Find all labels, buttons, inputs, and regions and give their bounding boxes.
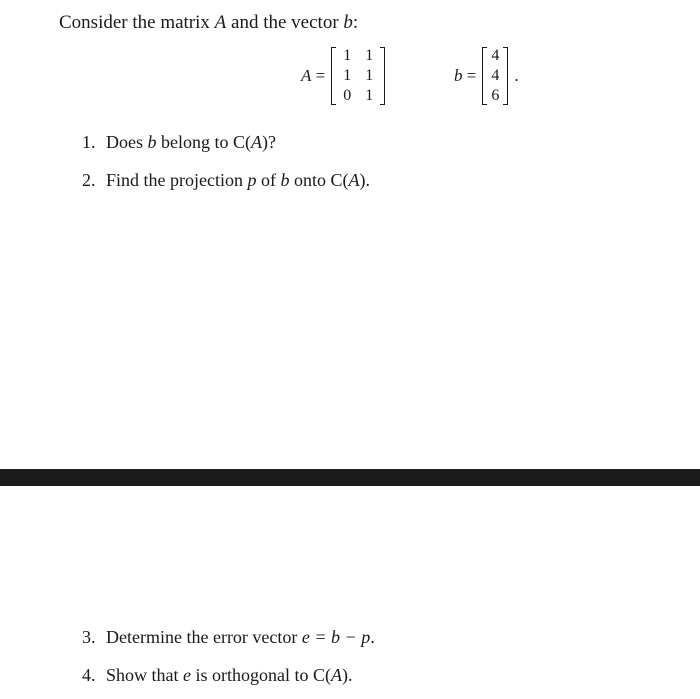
question-var: A	[348, 170, 360, 190]
question-3	[82, 626, 375, 648]
question-text: onto C(	[289, 170, 349, 190]
intro-var-a: A	[214, 12, 227, 33]
vector-b-lhs	[454, 66, 476, 86]
matrix-a-definition	[301, 47, 385, 105]
matrix-a-grid	[336, 47, 380, 105]
matrix-a-cell: 1	[343, 67, 352, 84]
question-var: b	[280, 170, 290, 190]
question-var: b	[147, 132, 157, 152]
question-var: A	[331, 665, 343, 685]
question-expression: e = b − p	[301, 627, 371, 647]
matrix-a-brackets	[331, 47, 385, 105]
vector-b-grid	[487, 47, 503, 105]
question-text: Show that	[106, 665, 184, 685]
question-2	[82, 169, 370, 191]
intro-text-3: :	[352, 12, 359, 33]
question-var: p	[247, 170, 257, 190]
question-text: Does	[106, 132, 148, 152]
question-number: 2.	[82, 170, 96, 190]
matrix-a-cell: 1	[365, 67, 374, 84]
problem-intro	[59, 11, 358, 35]
question-4	[82, 664, 353, 686]
question-text: of	[256, 170, 281, 190]
intro-var-b: b	[343, 12, 353, 33]
matrix-a-cell: 1	[365, 87, 374, 104]
vector-b-brackets	[482, 47, 508, 105]
matrix-a-equals: =	[311, 66, 326, 85]
question-text: )?	[262, 132, 276, 152]
vector-b-cell: 6	[491, 87, 500, 104]
question-number: 4.	[82, 665, 96, 685]
vector-b-cell: 4	[491, 47, 500, 64]
question-text: Find the projection	[106, 170, 248, 190]
question-text: ).	[359, 170, 370, 190]
question-var: e	[183, 665, 192, 685]
question-text: Determine the error vector	[106, 627, 302, 647]
vector-b-name: b	[454, 66, 463, 85]
matrix-a-cell: 1	[365, 47, 374, 64]
question-text: ).	[342, 665, 353, 685]
vector-b-period: .	[514, 66, 519, 85]
matrix-a-cell: 1	[343, 47, 352, 64]
vector-b-equals: =	[462, 66, 477, 85]
question-var: A	[251, 132, 262, 152]
intro-text-1: Consider the matrix	[59, 12, 215, 33]
question-text: belong to C(	[156, 132, 251, 152]
question-number: 1.	[82, 132, 96, 152]
page-divider-bar	[0, 469, 700, 486]
matrix-a-name: A	[301, 66, 312, 85]
question-1	[82, 131, 276, 153]
question-text: is orthogonal to C(	[191, 665, 332, 685]
vector-b-definition	[454, 47, 519, 105]
question-text: .	[370, 627, 375, 647]
intro-text-2: and the vector	[226, 12, 344, 33]
matrix-a-lhs	[301, 66, 325, 86]
question-number: 3.	[82, 627, 96, 647]
vector-b-cell: 4	[491, 67, 500, 84]
matrix-a-cell: 0	[343, 87, 352, 104]
